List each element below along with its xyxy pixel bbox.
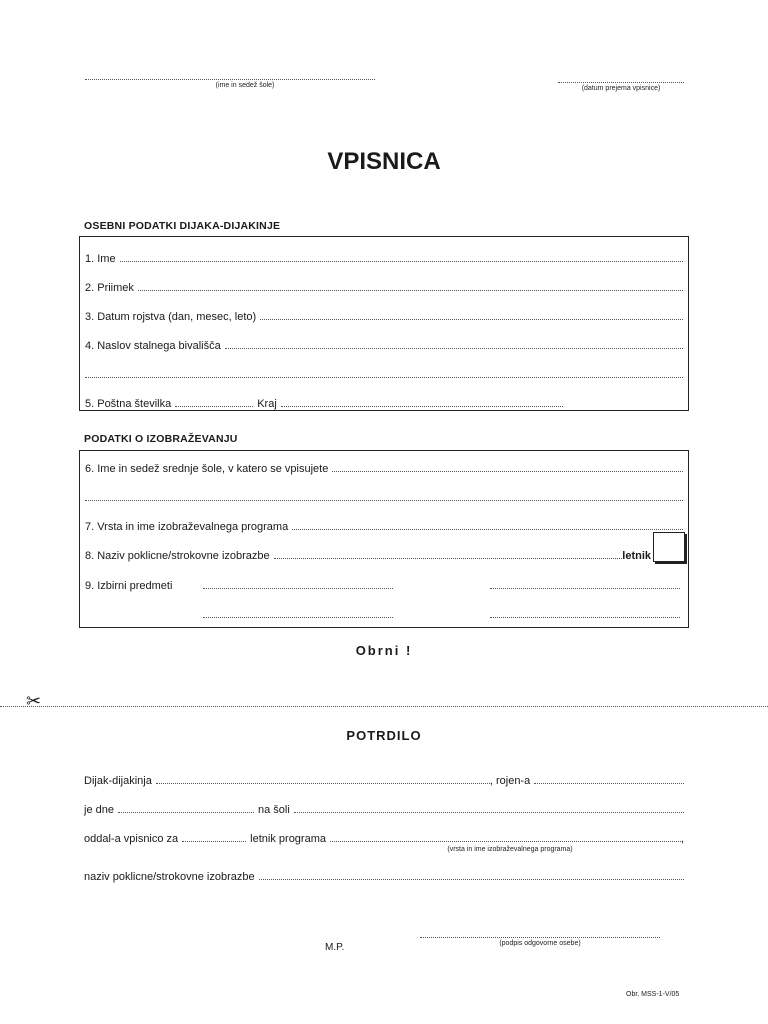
program-name-input-line[interactable] xyxy=(330,841,681,842)
student-input-line[interactable] xyxy=(156,783,490,784)
program-input-line[interactable] xyxy=(292,529,683,530)
elective-line-3[interactable] xyxy=(203,617,393,618)
year-input-box[interactable] xyxy=(653,532,685,562)
electives-field xyxy=(85,578,683,592)
on-date-input-line[interactable] xyxy=(118,812,254,813)
confirmation-qualification-input-line[interactable] xyxy=(259,879,684,880)
program-label: 7. Vrsta in ime izobraževalnega programa xyxy=(85,521,289,533)
born-label: , rojen-a xyxy=(489,775,531,787)
education-section-heading: PODATKI O IZOBRAŽEVANJU xyxy=(84,433,238,445)
school-continuation-field[interactable] xyxy=(85,490,683,504)
at-school-label: na šoli xyxy=(257,804,290,816)
school-field[interactable] xyxy=(85,461,683,475)
signature-line[interactable] xyxy=(420,937,660,938)
date-school-field[interactable] xyxy=(84,802,684,816)
program-caption: (vrsta in ime izobraževalnega programa) xyxy=(447,846,573,853)
year-label: letnik xyxy=(622,550,651,562)
surname-input-line[interactable] xyxy=(138,290,683,291)
comma: , xyxy=(680,833,684,845)
student-label: Dijak-dijakinja xyxy=(84,775,152,787)
year-program-label: letnik programa xyxy=(250,833,326,845)
born-input-line[interactable] xyxy=(534,783,684,784)
elective-line-2[interactable] xyxy=(490,588,680,589)
surname-field[interactable] xyxy=(85,280,683,294)
scissors-icon: ✂ xyxy=(26,691,42,711)
elective-line-4[interactable] xyxy=(490,617,680,618)
student-field[interactable] xyxy=(84,773,684,787)
address-continuation-line[interactable] xyxy=(85,377,683,378)
submitted-year-input-line[interactable] xyxy=(182,841,246,842)
postal-code-input-line[interactable] xyxy=(175,406,253,407)
confirmation-title: POTRDILO xyxy=(346,728,422,743)
address-label: 4. Naslov stalnega bivališča xyxy=(85,340,221,352)
electives-label: 9. Izbirni predmeti xyxy=(85,580,173,592)
school-input-line[interactable] xyxy=(332,471,683,472)
school-field-caption: (ime in sedež šole) xyxy=(215,82,275,89)
confirmation-qualification-label: naziv poklicne/strokovne izobrazbe xyxy=(84,871,255,883)
address-field[interactable] xyxy=(85,338,683,352)
name-label: 1. Ime xyxy=(85,253,116,265)
personal-section-heading: OSEBNI PODATKI DIJAKA-DIJAKINJE xyxy=(84,220,281,232)
school-continuation-line[interactable] xyxy=(85,500,683,501)
page-title: VPISNICA xyxy=(327,148,441,175)
submitted-field[interactable] xyxy=(84,831,684,845)
elective-line-1[interactable] xyxy=(203,588,393,589)
date-field-line[interactable] xyxy=(558,82,684,83)
birth-date-input-line[interactable] xyxy=(260,319,683,320)
school-label: 6. Ime in sedež srednje šole, v katero se vpisujete xyxy=(85,463,329,475)
address-continuation-field[interactable] xyxy=(85,367,683,381)
address-input-line[interactable] xyxy=(225,348,683,349)
qualification-field[interactable] xyxy=(85,548,651,562)
birth-date-label: 3. Datum rojstva (dan, mesec, leto) xyxy=(85,311,257,323)
qualification-label: 8. Naziv poklicne/strokovne izobrazbe xyxy=(85,550,270,562)
name-input-line[interactable] xyxy=(120,261,683,262)
on-date-label: je dne xyxy=(84,804,114,816)
stamp-label: M.P. xyxy=(325,942,345,953)
submitted-label: oddal-a vpisnico za xyxy=(84,833,179,845)
qualification-input-line[interactable] xyxy=(274,558,623,559)
postal-code-label: 5. Poštna številka xyxy=(85,398,172,410)
postal-town-field[interactable] xyxy=(85,396,683,410)
turn-over-note: Obrni ! xyxy=(355,643,413,658)
town-input-line[interactable] xyxy=(281,406,563,407)
signature-caption: (podpis odgovorne osebe) xyxy=(499,940,581,947)
confirmation-qualification-field[interactable] xyxy=(84,869,684,883)
personal-data-box xyxy=(79,236,689,411)
at-school-input-line[interactable] xyxy=(294,812,684,813)
date-field-caption: (datum prejema vpisnice) xyxy=(581,85,661,92)
form-code: Obr. MSS-1-V/05 xyxy=(626,991,680,998)
town-label: Kraj xyxy=(257,398,277,410)
program-field[interactable] xyxy=(85,519,683,533)
education-data-box xyxy=(79,450,689,628)
surname-label: 2. Priimek xyxy=(85,282,134,294)
birth-date-field[interactable] xyxy=(85,309,683,323)
school-field-line[interactable] xyxy=(85,79,375,80)
cut-line xyxy=(0,706,768,707)
name-field[interactable] xyxy=(85,251,683,265)
